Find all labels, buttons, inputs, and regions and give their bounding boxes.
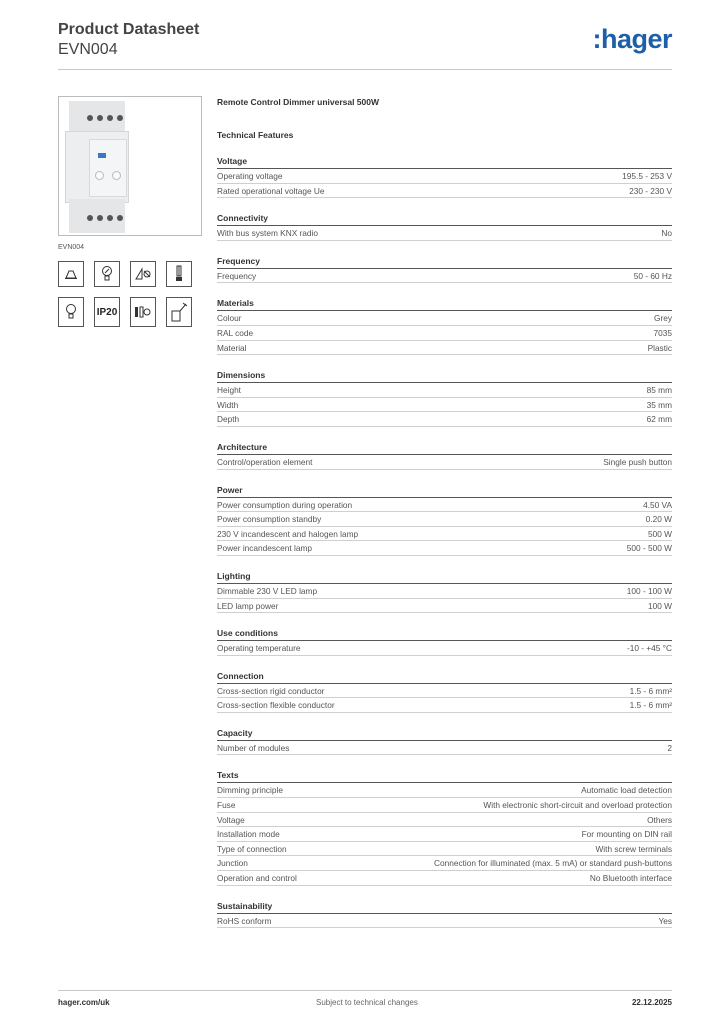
feature-section [217, 670, 672, 713]
feature-value: No [661, 228, 672, 239]
feature-label: Number of modules [217, 742, 290, 753]
feature-row [217, 641, 672, 656]
feature-label: Type of connection [217, 843, 287, 854]
image-caption: EVN004 [58, 244, 85, 251]
feature-label: Operating voltage [217, 171, 283, 181]
feature-value: 0.20 W [645, 514, 672, 525]
push-button-icon [166, 297, 192, 327]
section-title: Texts [217, 769, 672, 783]
feature-row [217, 541, 672, 556]
page-header [58, 20, 672, 68]
led-lamp-icon [166, 261, 192, 287]
feature-section [217, 369, 672, 427]
light-bulb-icon [58, 297, 84, 327]
feature-label: Material [217, 342, 247, 353]
feature-row [217, 783, 672, 798]
feature-value: 85 mm [646, 385, 672, 396]
section-title: Voltage [217, 155, 672, 169]
dimmer-icon [130, 261, 156, 287]
feature-label: Width [217, 399, 239, 410]
feature-row [217, 856, 672, 871]
product-title: Remote Control Dimmer universal 500W [217, 97, 380, 107]
dimmable-bulb-icon [94, 261, 120, 287]
feature-value: For mounting on DIN rail [581, 829, 672, 840]
feature-value: 100 W [648, 600, 672, 611]
feature-label: Voltage [217, 814, 245, 825]
feature-value: Others [647, 814, 672, 825]
feature-label: Operation and control [217, 873, 297, 884]
feature-row [217, 226, 672, 241]
bell-icon [58, 261, 84, 287]
feature-label: Power incandescent lamp [217, 543, 313, 554]
feature-value: 1.5 - 6 mm² [629, 685, 672, 696]
feature-label: Fuse [217, 800, 236, 811]
feature-label: RoHS conform [217, 915, 272, 926]
feature-value: With screw terminals [595, 843, 672, 854]
section-title: Architecture [217, 441, 672, 455]
feature-row [217, 871, 672, 886]
footer-divider [58, 990, 672, 991]
feature-section [217, 297, 672, 355]
feature-label: Colour [217, 313, 242, 324]
feature-value: 4.50 VA [643, 499, 672, 510]
section-title: Use conditions [217, 627, 672, 641]
feature-row [217, 584, 672, 599]
section-title: Dimensions [217, 369, 672, 383]
technical-features [217, 96, 672, 928]
dimmer-device-drawing [65, 101, 129, 233]
feature-label: Dimmable 230 V LED lamp [217, 585, 318, 596]
feature-row [217, 169, 672, 184]
feature-label: Control/operation element [217, 456, 313, 467]
feature-value: 62 mm [646, 414, 672, 425]
feature-label: Rated operational voltage Ue [217, 185, 325, 196]
feature-value: 500 - 500 W [626, 543, 672, 554]
section-title: Connectivity [217, 212, 672, 226]
feature-value: 230 - 230 V [629, 185, 672, 196]
feature-value: 100 - 100 W [626, 585, 672, 596]
feature-row [217, 341, 672, 356]
feature-label: Cross-section rigid conductor [217, 685, 325, 696]
disclaimer: Subject to technical changes [316, 998, 418, 1007]
feature-section [217, 212, 672, 241]
feature-row [217, 383, 672, 398]
feature-label: Height [217, 385, 241, 396]
feature-row [217, 184, 672, 199]
feature-row [217, 311, 672, 326]
feature-label: Dimming principle [217, 785, 283, 796]
website-link[interactable]: hager.com/uk [58, 998, 110, 1007]
feature-row [217, 741, 672, 756]
feature-row [217, 398, 672, 413]
feature-label: Operating temperature [217, 643, 301, 654]
feature-row [217, 813, 672, 828]
section-title: Materials [217, 297, 672, 311]
feature-value: 7035 [653, 327, 672, 338]
feature-label: With bus system KNX radio [217, 228, 318, 239]
header-divider [58, 69, 672, 70]
feature-value: 2 [667, 742, 672, 753]
feature-label: Cross-section flexible conductor [217, 700, 335, 711]
section-title: Lighting [217, 570, 672, 584]
feature-section [217, 441, 672, 470]
feature-section [217, 570, 672, 613]
ip-rating-label: IP20 [96, 306, 118, 318]
feature-label: Frequency [217, 270, 257, 281]
feature-label: Depth [217, 414, 240, 425]
feature-label: Junction [217, 858, 248, 869]
feature-value: With electronic short-circuit and overload protection [483, 800, 672, 811]
feature-row [217, 498, 672, 513]
ip20-icon [94, 297, 120, 327]
feature-value: Automatic load detection [581, 785, 672, 796]
feature-row [217, 798, 672, 813]
section-title: Capacity [217, 727, 672, 741]
feature-value: 50 - 60 Hz [633, 270, 672, 281]
product-code: EVN004 [58, 41, 118, 58]
document-date: 22.12.2025 [631, 998, 672, 1007]
feature-section [217, 727, 672, 756]
feature-row [217, 269, 672, 284]
feature-section [217, 900, 672, 929]
feature-value: Connection for illuminated (max. 5 mA) or standard push-buttons [434, 858, 672, 869]
feature-row [217, 842, 672, 857]
feature-value: 1.5 - 6 mm² [629, 700, 672, 711]
product-sidebar [58, 96, 202, 327]
feature-value: Yes [658, 915, 672, 926]
feature-row [217, 512, 672, 527]
feature-sections [217, 155, 672, 928]
feature-value: Single push button [603, 456, 672, 467]
feature-value: -10 - +45 °C [626, 643, 672, 654]
feature-row [217, 455, 672, 470]
section-title: Frequency [217, 255, 672, 269]
feature-row [217, 827, 672, 842]
product-icons [58, 261, 202, 327]
product-image [58, 96, 202, 236]
feature-section [217, 769, 672, 885]
feature-row [217, 698, 672, 713]
feature-label: RAL code [217, 327, 254, 338]
feature-label: 230 V incandescent and halogen lamp [217, 528, 359, 539]
feature-value: 195.5 - 253 V [622, 171, 672, 181]
feature-value: Grey [654, 313, 672, 324]
feature-value: Plastic [647, 342, 672, 353]
section-title: Sustainability [217, 900, 672, 914]
feature-row [217, 684, 672, 699]
document-title: Product Datasheet [58, 21, 200, 38]
section-title: Connection [217, 670, 672, 684]
feature-section [217, 255, 672, 284]
feature-row [217, 599, 672, 614]
din-module-icon [130, 297, 156, 327]
section-title: Power [217, 484, 672, 498]
feature-label: LED lamp power [217, 600, 279, 611]
feature-section [217, 627, 672, 656]
feature-row [217, 914, 672, 929]
feature-value: 35 mm [646, 399, 672, 410]
feature-section [217, 484, 672, 556]
feature-value: 500 W [648, 528, 672, 539]
feature-row [217, 527, 672, 542]
technical-features-heading: Technical Features [217, 130, 294, 140]
feature-value: No Bluetooth interface [589, 873, 672, 884]
feature-label: Power consumption standby [217, 514, 322, 525]
feature-row [217, 326, 672, 341]
feature-row [217, 412, 672, 427]
hager-logo[interactable]: :hager [592, 24, 672, 54]
feature-label: Power consumption during operation [217, 499, 353, 510]
feature-section [217, 155, 672, 198]
feature-label: Installation mode [217, 829, 280, 840]
